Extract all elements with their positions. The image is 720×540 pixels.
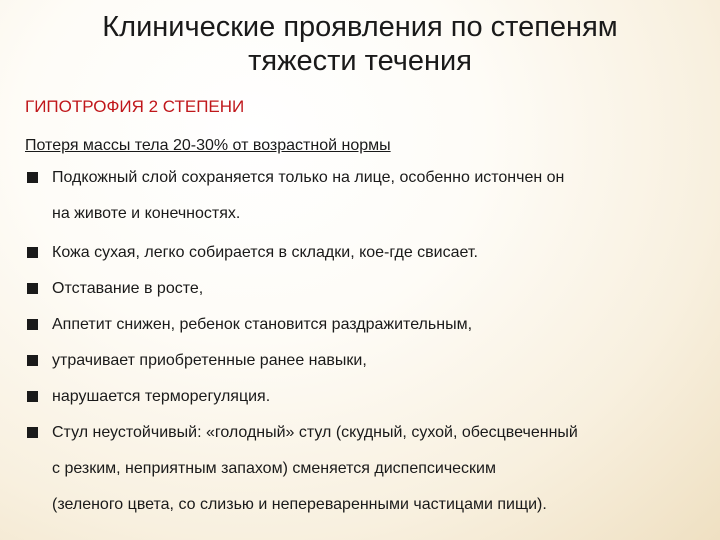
list-item [25,271,715,307]
title-line-1: Клинические проявления по степеням [102,11,618,43]
list-item [25,415,715,523]
square-bullet-icon [27,355,38,366]
list-item-line: на животе и конечностях. [52,205,241,222]
list-item-line: с резким, неприятным запахом) сменяется диспепсическим [52,460,496,477]
list-item-line: (зеленого цвета, со слизью и непереваренными частицами пищи). [52,496,547,513]
list-item [25,343,715,379]
square-bullet-icon [27,427,38,438]
square-bullet-icon [27,391,38,402]
square-bullet-icon [27,319,38,330]
list-item-line: Стул неустойчивый: «голодный» стул (скудный, сухой, обесцвеченный [52,424,578,441]
list-item-line: Кожа сухая, легко собирается в складки, кое-где свисает. [52,244,478,261]
list-item [25,235,715,271]
title-line-2: тяжести течения [248,45,472,77]
section-subtitle: ГИПОТРОФИЯ 2 СТЕПЕНИ [25,97,245,116]
list-item [25,160,715,232]
list-item-line: Подкожный слой сохраняется только на лице, особенно истончен он [52,169,565,186]
square-bullet-icon [27,283,38,294]
list-item [25,307,715,343]
list-item-line: утрачивает приобретенные ранее навыки, [52,352,367,369]
list-item [25,379,715,415]
square-bullet-icon [27,172,38,183]
list-item-line: Отставание в росте, [52,280,204,297]
slide-title [40,10,680,78]
list-item-line: нарушается терморегуляция. [52,388,271,405]
intro-line: Потеря массы тела 20-30% от возрастной нормы [25,137,391,154]
square-bullet-icon [27,247,38,258]
list-item-line: Аппетит снижен, ребенок становится раздражительным, [52,316,473,333]
